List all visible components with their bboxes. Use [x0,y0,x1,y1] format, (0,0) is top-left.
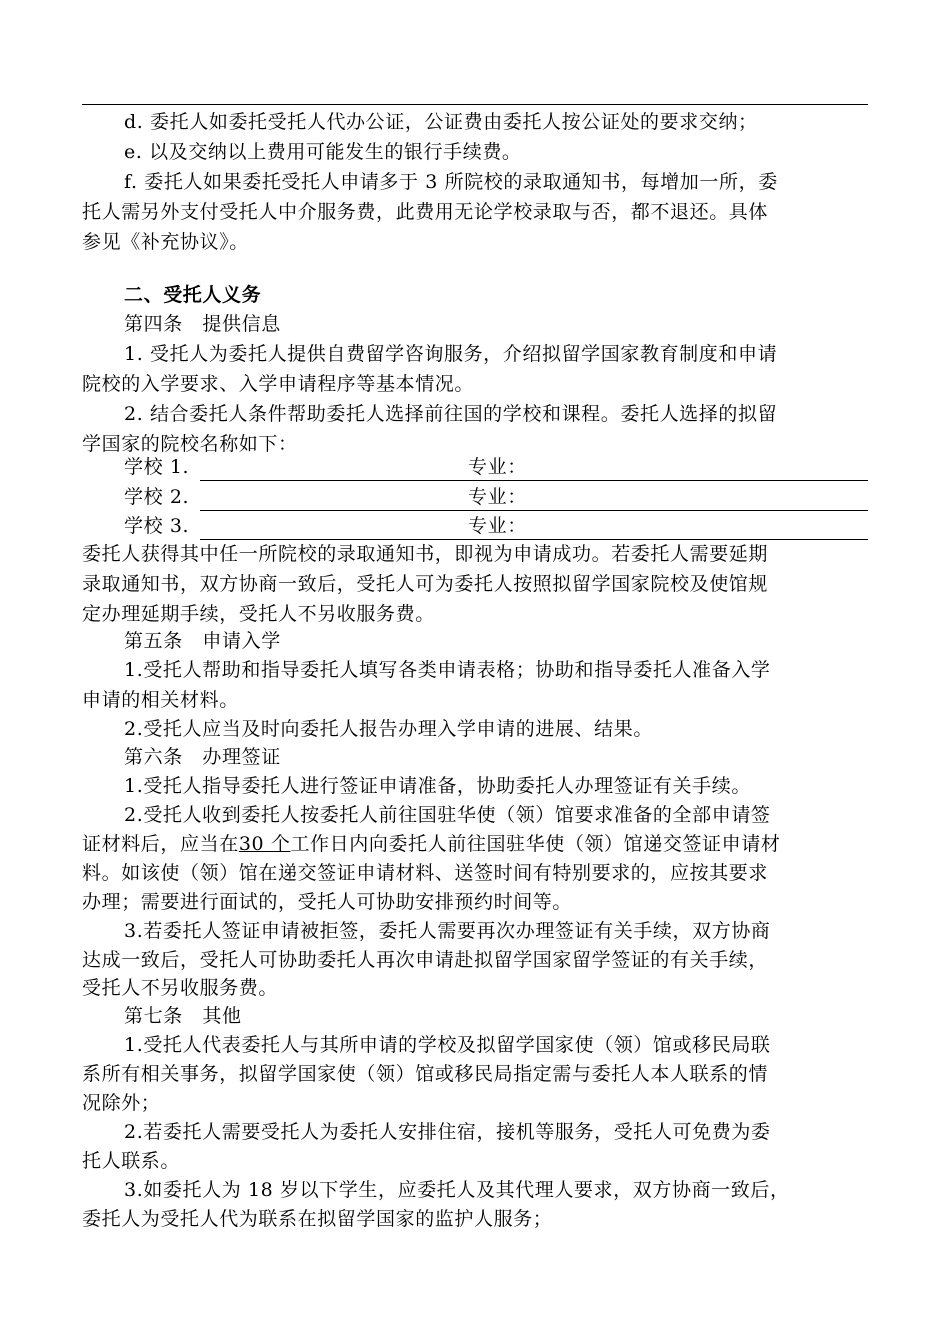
article-6-p1: 1.受托人指导委托人进行签证申请准备，协助委托人办理签证有关手续。 [124,775,751,797]
school-label: 学校 3. [124,515,190,537]
clause-e: e. 以及交纳以上费用可能发生的银行手续费。 [124,141,522,163]
article-6-p2-line2 [82,829,868,859]
article-6-p2-line1: 2.受托人收到委托人按委托人前往国驻华使（领）馆要求准备的全部申请签 [124,804,771,826]
clause-f-line1: f. 委托人如果委托受托人申请多于 3 所院校的录取通知书，每增加一所，委 [124,171,778,193]
article-4-title: 第四条 提供信息 [124,313,281,335]
article-6-p3-line3: 受托人不另收服务费。 [82,977,279,999]
fill-in-line[interactable] [200,480,868,481]
working-days-value: 30 个 [238,833,291,855]
article-7-p1-line2: 系所有相关事务，拟留学国家使（领）馆或移民局指定需与委托人本人联系的情 [82,1063,769,1085]
text-segment: 证材料后，应当在 [82,833,239,855]
major-label: 专业： [468,456,527,478]
school-label: 学校 1. [124,456,190,478]
section-title: 二、受托人义务 [124,284,262,306]
article-7-p3-line2: 委托人为受托人代为联系在拟留学国家的监护人服务； [82,1208,553,1230]
article-7-p1-line3: 况除外； [82,1092,161,1114]
article-6-p3-line2: 达成一致后，受托人可协助委托人再次申请赴拟留学国家留学签证的有关手续， [82,949,769,971]
article-4-p2-line1: 2. 结合委托人条件帮助委托人选择前往国的学校和课程。委托人选择的拟留 [124,403,778,425]
article-6-p2-line3: 料。如该使（领）馆在递交签证申请材料、送签时间有特别要求的，应按其要求 [82,862,769,884]
school-row-1 [124,452,868,482]
text-segment: 工作日内向委托人前往国驻华使（领）馆递交签证申请材 [290,833,781,855]
header-rule [82,104,868,105]
article-7-p3-line1: 3.如委托人为 18 岁以下学生，应委托人及其代理人要求，双方协商一致后， [124,1179,790,1201]
article-4-p1-line2: 院校的入学要求、入学申请程序等基本情况。 [82,373,475,395]
article-4-p1-line1: 1. 受托人为委托人提供自费留学咨询服务，介绍拟留学国家教育制度和申请 [124,343,778,365]
school-row-2 [124,482,868,512]
article-7-p2-line2: 托人联系。 [82,1150,181,1172]
article-7-p1-line1: 1.受托人代表委托人与其所申请的学校及拟留学国家使（领）馆或移民局联 [124,1034,771,1056]
article-6-title: 第六条 办理签证 [124,746,281,768]
article-4-p3-line3: 定办理延期手续，受托人不另收服务费。 [82,603,435,625]
article-7-title: 第七条 其他 [124,1005,242,1027]
article-4-p2-line2: 学国家的院校名称如下： [82,433,298,455]
major-label: 专业： [468,515,527,537]
article-5-p1-line2: 申请的相关材料。 [82,689,239,711]
article-5-p2: 2.受托人应当及时向委托人报告办理入学申请的进展、结果。 [124,718,653,740]
article-7-p2-line1: 2.若委托人需要受托人为委托人安排住宿，接机等服务，受托人可免费为委 [124,1121,771,1143]
article-4-p3-line1: 委托人获得其中任一所院校的录取通知书，即视为申请成功。若委托人需要延期 [82,543,769,565]
clause-d: d. 委托人如委托受托人代办公证，公证费由委托人按公证处的要求交纳； [124,111,758,133]
article-5-title: 第五条 申请入学 [124,630,281,652]
article-6-p3-line1: 3.若委托人签证申请被拒签，委托人需要再次办理签证有关手续，双方协商 [124,920,771,942]
article-5-p1-line1: 1.受托人帮助和指导委托人填写各类申请表格；协助和指导委托人准备入学 [124,659,771,681]
article-6-p2-line4: 办理；需要进行面试的，受托人可协助安排预约时间等。 [82,891,573,913]
major-label: 专业： [468,486,527,508]
school-label: 学校 2. [124,486,190,508]
article-4-p3-line2: 录取通知书，双方协商一致后，受托人可为委托人按照拟留学国家院校及使馆规 [82,573,769,595]
clause-f-line2: 托人需另外支付受托人中介服务费，此费用无论学校录取与否，都不退还。具体 [82,201,769,223]
clause-f-line3: 参见《补充协议》。 [82,231,249,253]
school-row-3 [124,511,868,541]
